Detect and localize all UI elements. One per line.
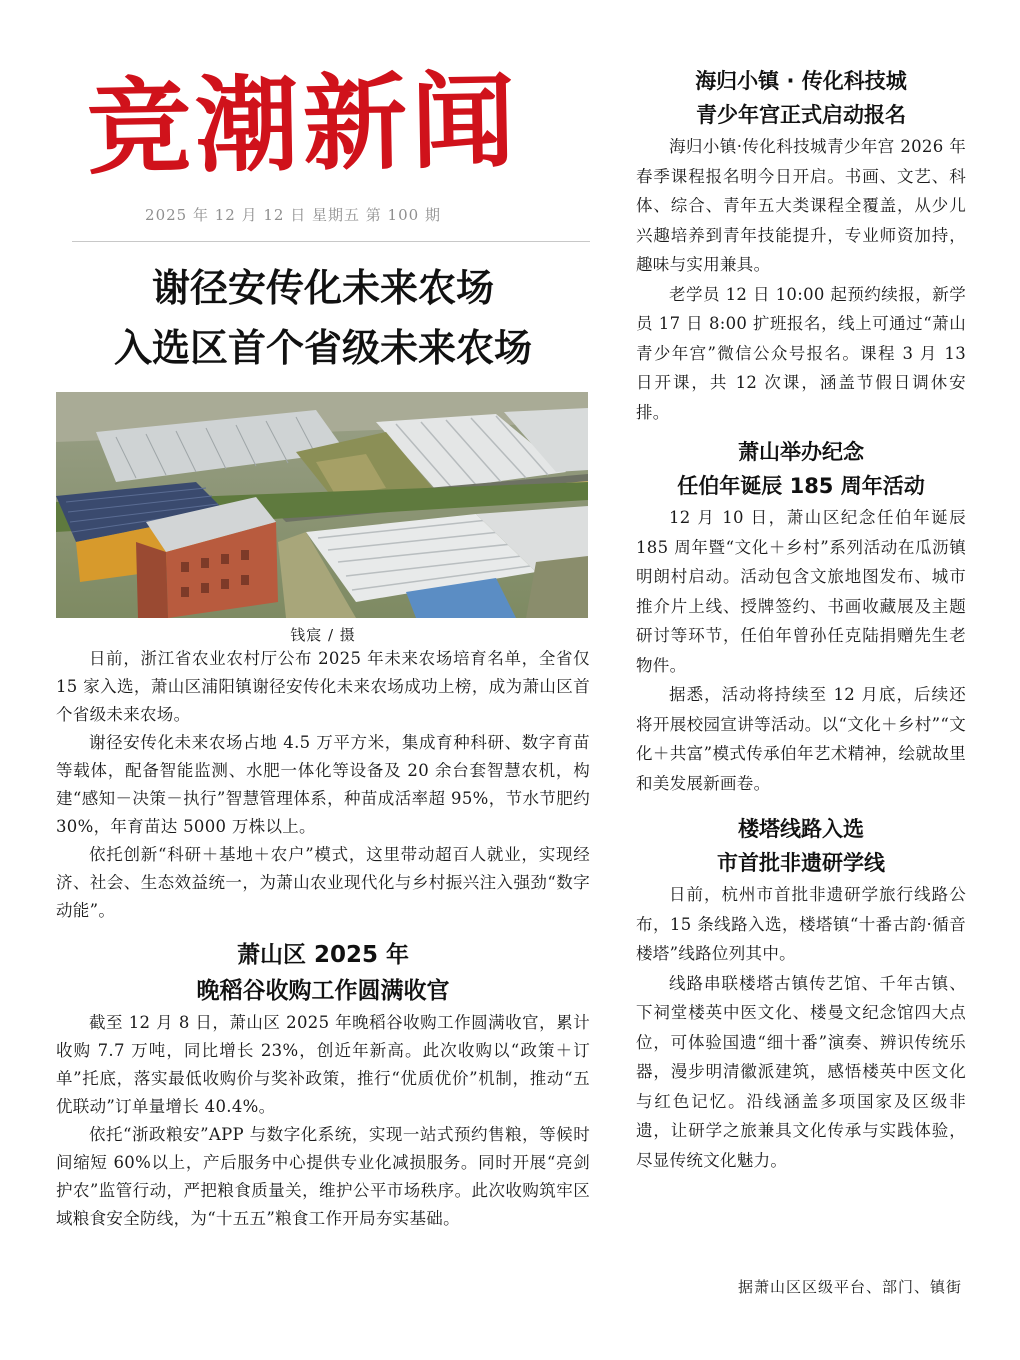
- harvest-headline-line-1: 萧山区 2025 年: [236, 942, 410, 968]
- harvest-article-body: [56, 1009, 590, 1233]
- lead-headline-line-2: 入选区首个省级未来农场: [113, 326, 532, 370]
- ren-bonian-headline: [636, 435, 966, 503]
- dateline: 2025 年 12 月 12 日 星期五 第 100 期: [145, 206, 441, 224]
- louta-paragraph-1: 日前，杭州市首批非遗研学旅行线路公布，15 条线路入选，楼塔镇“十番古韵·循音楼塔”线路位列其中。: [636, 885, 966, 963]
- photo-caption: 钱宸 / 摄: [290, 626, 356, 644]
- youth-palace-paragraph-1: 海归小镇·传化科技城青少年宫 2026 年春季课程报名明今日开启。书画、文艺、科体、综合、青年五大类课程全覆盖，从少儿兴趣培养到青年技能提升，专业师资加持，趣味与实用兼具。: [636, 137, 966, 274]
- louta-headline-line-1: 楼塔线路入选: [738, 817, 864, 841]
- ren-bonian-paragraph-1: 12 月 10 日，萧山区纪念任伯年诞辰 185 周年暨“文化＋乡村”系列活动在瓜沥镇明朗村启动。活动包含文旅地图发布、城市推介片上线、授牌签约、书画收藏展及主题研讨等环节，任伯年曾孙任克陆捐赠先生老物件。: [636, 508, 966, 675]
- louta-headline-line-2: 市首批非遗研学线: [717, 851, 885, 875]
- harvest-paragraph-1: 截至 12 月 8 日，萧山区 2025 年晚稻谷收购工作圆满收官，累计收购 7.7 万吨，同比增长 23%，创近年新高。此次收购以“政策＋订单”托底，落实最低收购价与奖补政策，推行“优质优价”机制，推动“五优联动”订单量增长 40.4%。: [56, 1013, 590, 1116]
- right-column: [636, 60, 966, 1175]
- ren-bonian-headline-line-2: 任伯年诞辰 185 周年活动: [677, 474, 925, 498]
- youth-palace-headline-line-1: 海归小镇 · 传化科技城: [695, 69, 907, 93]
- lead-headline-line-1: 谢径安传化未来农场: [151, 266, 494, 310]
- harvest-headline: [56, 937, 590, 1009]
- ren-bonian-headline-line-1: 萧山举办纪念: [738, 440, 864, 464]
- lead-paragraph-1: 日前，浙江省农业农村厅公布 2025 年未来农场培育名单，全省仅 15 家入选，萧山区浦阳镇谢径安传化未来农场成功上榜，成为萧山区首个省级未来农场。: [56, 649, 590, 724]
- lead-paragraph-2: 谢径安传化未来农场占地 4.5 万平方米，集成育种科研、数字育苗等载体，配备智能监测、水肥一体化等设备及 20 余台套智慧农机，构建“感知－决策－执行”智慧管理体系，种苗成活率超 95%，节水节肥约 30%，年育苗达 5000 万株以上。: [56, 733, 590, 836]
- harvest-paragraph-2: 依托“浙政粮安”APP 与数字化系统，实现一站式预约售粮，等候时间缩短 60%以上，产后服务中心提供专业化减损服务。同时开展“亮剑护农”监管行动，严把粮食质量关，维护公平市场秩序。此次收购筑牢区域粮食安全防线，为“十五五”粮食工作开局夯实基础。: [56, 1125, 590, 1228]
- youth-palace-headline: [636, 64, 966, 132]
- divider: [72, 241, 590, 242]
- harvest-headline-line-2: 晚稻谷收购工作圆满收官: [196, 978, 450, 1004]
- lead-article-body: [56, 645, 590, 925]
- left-column: [56, 60, 590, 1233]
- masthead-title: 竞潮新闻: [85, 58, 521, 190]
- lead-paragraph-3: 依托创新“科研＋基地＋农户”模式，这里带动超百人就业，实现经济、社会、生态效益统一，为萧山农业现代化与乡村振兴注入强劲“数字动能”。: [56, 845, 590, 920]
- youth-palace-paragraph-2: 老学员 12 日 10:00 起预约续报，新学员 17 日 8:00 扩班报名，线上可通过“萧山青少年宫”微信公众号报名。课程 3 月 13 日开课，共 12 次课，涵盖节假日调休安排。: [636, 284, 966, 422]
- farm-aerial-photo: [56, 392, 588, 618]
- youth-palace-headline-line-2: 青少年宫正式启动报名: [696, 103, 906, 127]
- source-note: 据萧山区区级平台、部门、镇街: [737, 1278, 962, 1296]
- louta-paragraph-2: 线路串联楼塔古镇传艺馆、千年古镇、下祠堂楼英中医文化、楼曼文纪念馆四大点位，可体验国遗“细十番”演奏、辨识传统乐器，漫步明清徽派建筑，感悟楼英中医文化与红色记忆。沿线涵盖多项国家及区级非遗，让研学之旅兼具文化传承与实践体验，尽显传统文化魅力。: [636, 973, 966, 1170]
- ren-bonian-paragraph-2: 据悉，活动将持续至 12 月底，后续还将开展校园宣讲等活动。以“文化＋乡村”“文化＋共富”模式传承伯年艺术精神，绘就故里和美发展新画卷。: [636, 685, 966, 793]
- lead-headline: [56, 258, 590, 378]
- louta-headline: [636, 812, 966, 880]
